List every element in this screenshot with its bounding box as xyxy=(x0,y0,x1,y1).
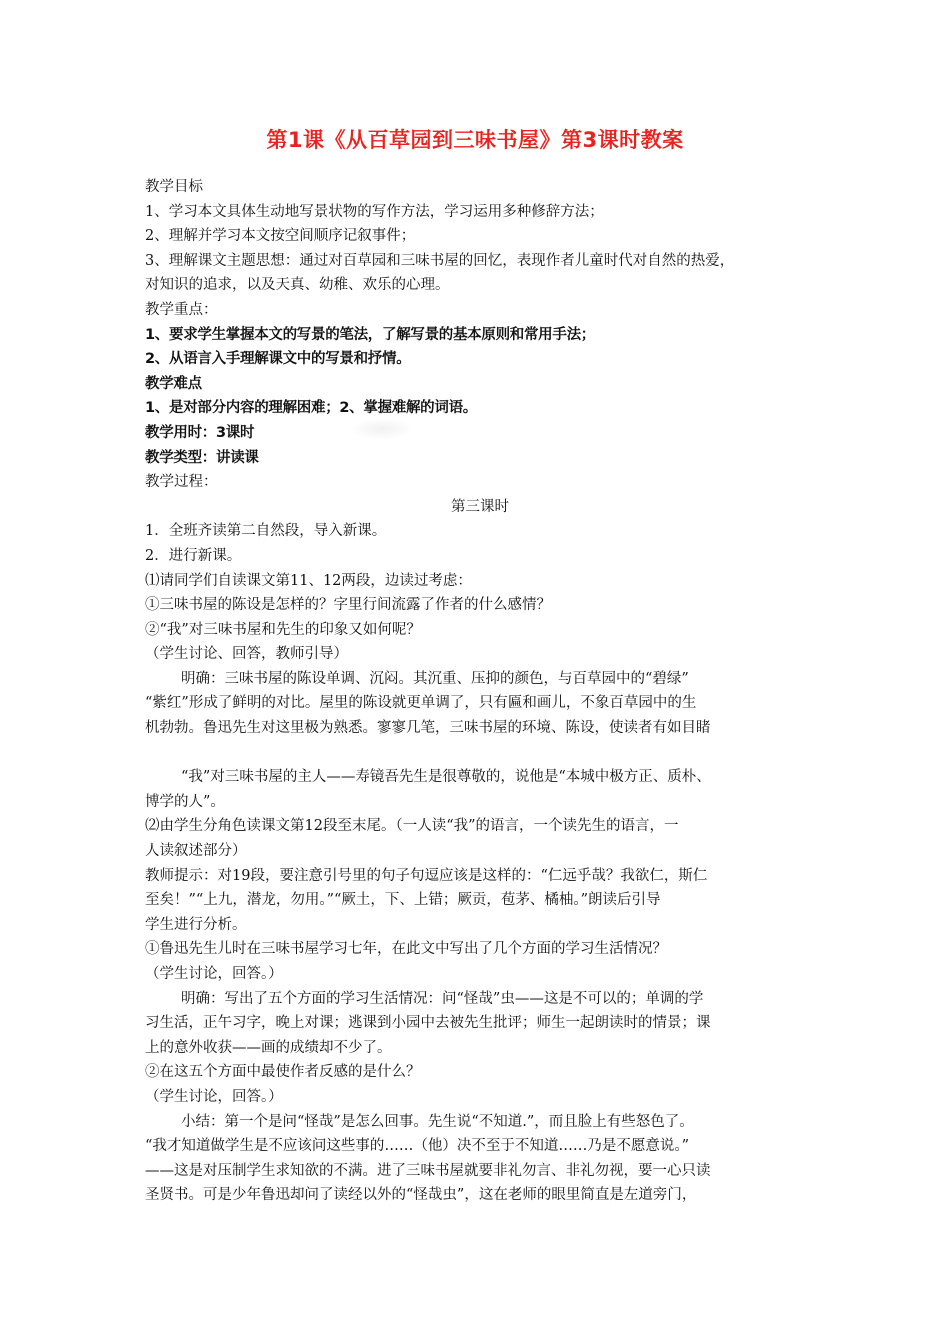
blank-line xyxy=(145,741,815,766)
text-line: 2、理解并学习本文按空间顺序记叙事件； xyxy=(145,228,416,245)
text-line: 机勃勃。鲁迅先生对这里极为熟悉。寥寥几笔，三味书屋的环境、陈设，使读者有如目睹 xyxy=(145,720,711,737)
text-line: “我才知道做学生是不应该问这些事的……（他）决不至于不知道……乃是不愿意说。” xyxy=(145,1138,690,1155)
text-line: “紫红”形成了鲜明的对比。屋里的陈设就更单调了，只有匾和画儿，不象百草园中的生 xyxy=(145,695,697,712)
text-line: ——这是对压制学生求知欲的不满。进了三味书屋就要非礼勿言、非礼勿视，要一心只读 xyxy=(145,1162,711,1179)
text-line: 小结：第一个是问“怪哉”是怎么回事。先生说“不知道.”，而且脸上有些怒色了。 xyxy=(181,1113,694,1130)
text-line: 至矣！”“上九，潜龙，勿用。”“厥土，下、上错；厥贡，苞茅、橘柚。”朗读后引导 xyxy=(145,892,661,909)
text-line: 教学重点： xyxy=(145,301,218,318)
text-line: （学生讨论，回答。） xyxy=(145,966,283,982)
text-line: 学生进行分析。 xyxy=(145,916,247,933)
text-line: 习生活，正午习字，晚上对课；逃课到小园中去被先生批评；师生一起朗读时的情景；课 xyxy=(145,1015,711,1032)
text-line: 1．全班齐读第二自然段，导入新课。 xyxy=(145,523,387,540)
text-line: ②在这五个方面中最使作者反感的是什么？ xyxy=(145,1064,421,1081)
text-line: （学生讨论、回答，教师引导） xyxy=(145,646,348,663)
text-line: 教学用时：3课时 xyxy=(145,424,255,441)
text-line: 人读叙述部分） xyxy=(145,843,247,860)
text-line: ①三味书屋的陈设是怎样的？字里行间流露了作者的什么感情？ xyxy=(145,597,551,614)
text-line: ①鲁迅先生儿时在三味书屋学习七年，在此文中写出了几个方面的学习生活情况？ xyxy=(145,941,667,958)
text-line: 2、从语言入手理解课文中的写景和抒情。 xyxy=(145,351,411,368)
text-line: 3、理解课文主题思想：通过对百草园和三味书屋的回忆，表现作者儿童时代对自然的热爱， xyxy=(145,252,735,269)
text-line: 明确：写出了五个方面的学习生活情况：问“怪哉”虫——这是不可以的；单调的学 xyxy=(181,990,704,1007)
text-line: 教师提示：对19段，要注意引号里的句子句逗应该是这样的：“仁远乎哉？我欲仁，斯仁 xyxy=(145,867,708,884)
page-title: 第1课《从百草园到三味书屋》第3课时教案 xyxy=(266,128,684,152)
text-line: 对知识的追求，以及天真、幼稚、欢乐的心理。 xyxy=(145,277,450,294)
text-line: （学生讨论，回答。） xyxy=(145,1088,283,1105)
text-line: ②“我”对三味书屋和先生的印象又如何呢？ xyxy=(145,621,421,638)
text-line: 1、学习本文具体生动地写景状物的写作方法，学习运用多种修辞方法； xyxy=(145,203,604,220)
text-line: 第三课时 xyxy=(451,498,509,515)
text-line: 教学类型：讲读课 xyxy=(145,449,259,466)
text-line: 圣贤书。可是少年鲁迅却问了读经以外的“怪哉虫”，这在老师的眼里简直是左道旁门， xyxy=(145,1187,697,1204)
text-line: 教学目标 xyxy=(145,179,203,195)
text-line: ⑴请同学们自读课文第11、12两段，边读过考虑： xyxy=(145,572,472,589)
text-line: 教学过程： xyxy=(145,474,218,491)
text-line: “我”对三味书屋的主人——寿镜吾先生是很尊敬的，说他是“本城中极方正、质朴、 xyxy=(181,769,711,786)
text-line: 教学难点 xyxy=(145,375,202,392)
text-line: 1、要求学生掌握本文的写景的笔法，了解写景的基本原则和常用手法； xyxy=(145,326,595,343)
text-line: 博学的人”。 xyxy=(145,793,225,810)
text-line: ⑵由学生分角色读课文第12段至末尾。（一人读“我”的语言，一个读先生的语言，一 xyxy=(145,818,679,835)
text-line: 1、是对部分内容的理解困难；2、掌握难解的词语。 xyxy=(145,400,477,417)
text-line: 明确：三味书屋的陈设单调、沉闷。其沉重、压抑的颜色，与百草园中的“碧绿” xyxy=(181,670,689,687)
lesson-plan-body xyxy=(145,175,815,1208)
text-line: 2．进行新课。 xyxy=(145,547,242,564)
text-line: 上的意外收获——画的成绩却不少了。 xyxy=(145,1039,392,1056)
